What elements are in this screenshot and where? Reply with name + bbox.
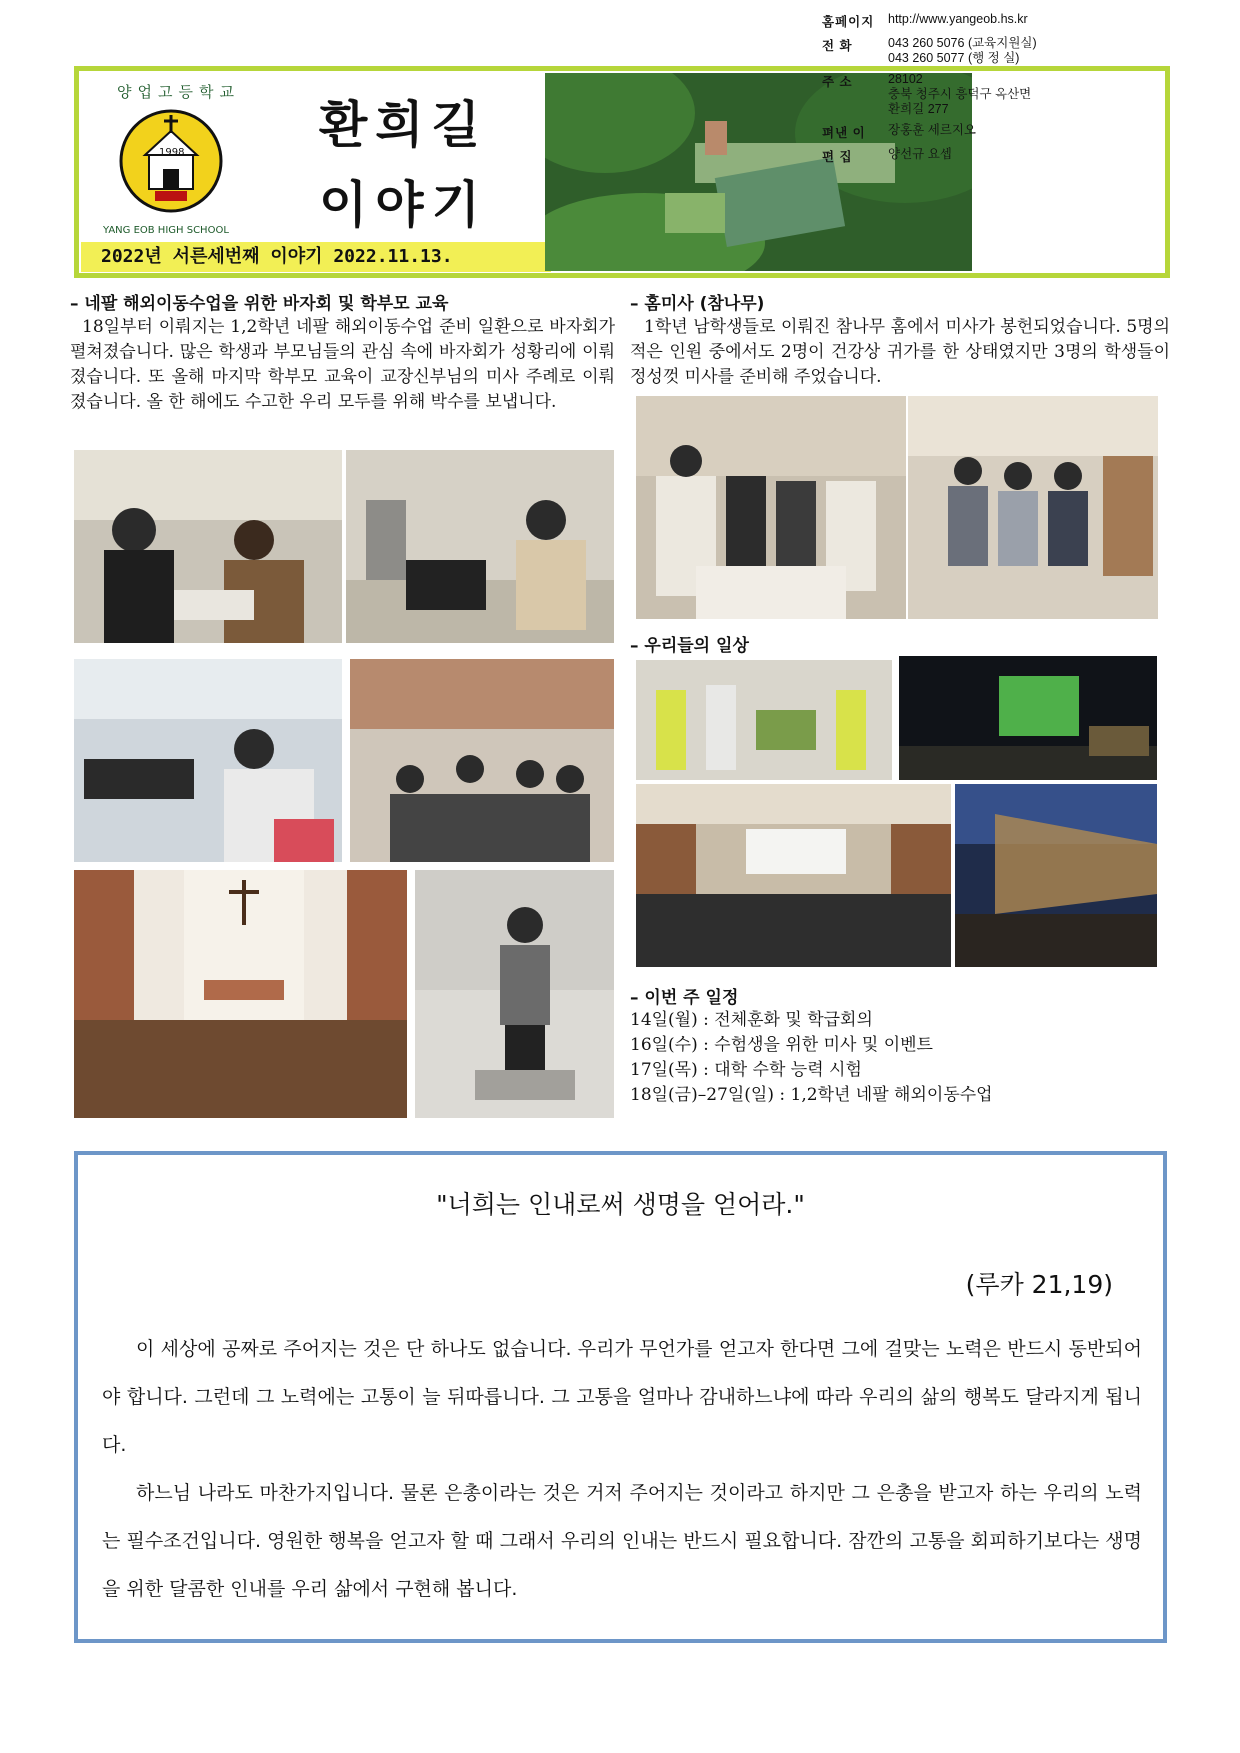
info-row <box>822 36 1082 66</box>
photo-bazaar-gym <box>346 450 614 643</box>
publisher-info <box>822 12 1082 171</box>
info-key: 편 집 <box>822 150 853 164</box>
photo-parent-education <box>350 659 614 862</box>
info-row <box>822 72 1082 117</box>
info-value: http://www.yangeob.hs.kr <box>888 12 1028 26</box>
photo-bazaar-fun <box>74 659 342 862</box>
photo-home-mass-students <box>908 396 1158 619</box>
home-mass-section-title: – 홈미사 (참나무) <box>630 294 765 314</box>
photo-daily-night-house <box>899 656 1157 780</box>
info-value: 장홍훈 세르지오 <box>888 123 976 137</box>
schedule-item: 16일(수) : 수험생을 위한 미사 및 이벤트 <box>630 1035 933 1055</box>
newsletter-title-line1: 환희길 <box>319 96 488 154</box>
info-value: 양선규 요셉 <box>888 147 952 161</box>
info-row <box>822 123 1082 141</box>
photo-chapel-mass <box>74 870 407 1118</box>
photo-bazaar-students <box>74 450 342 643</box>
info-value: 28102 충북 청주시 흥덕구 옥산면 환희길 277 <box>888 72 1032 116</box>
home-mass-section-body: 1학년 남학생들로 이뤄진 참나무 홈에서 미사가 봉헌되었습니다. 5명의 적은 인원 중에서도 2명이 건강상 귀가를 한 상태였지만 3명의 학생들이 정성껏 미사를 준비해 주었습니다. <box>630 317 1170 387</box>
reflection-paragraph-1: 이 세상에 공짜로 주어지는 것은 단 하나도 없습니다. 우리가 무언가를 얻고자 한다면 그에 걸맞는 노력은 반드시 동반되어야 합니다. 그런데 그 노력에는 고통이 늘 뒤따릅니다. 그 고통을 얼마나 감내하느냐에 따라 우리의 삶의 행복도 달라지게 됩니다. <box>102 1338 1142 1456</box>
logo-year: 1998 <box>159 147 185 158</box>
photo-daily-night-fence <box>955 784 1157 967</box>
photo-home-mass-priest <box>636 396 906 619</box>
info-row <box>822 12 1082 30</box>
schedule-item: 18일(금)–27일(일) : 1,2학년 네팔 해외이동수업 <box>630 1085 993 1105</box>
daily-life-section-title: – 우리들의 일상 <box>630 636 749 656</box>
info-row <box>822 147 1082 165</box>
school-logo <box>89 79 254 244</box>
photo-daily-science <box>636 660 892 780</box>
photo-daily-auditorium <box>636 784 951 967</box>
newsletter-title-line2: 이야기 <box>319 176 488 234</box>
logo-text-english: YANG EOB HIGH SCHOOL <box>103 225 229 236</box>
photo-inbody-scale <box>415 870 614 1118</box>
bazaar-section-title: – 네팔 해외이동수업을 위한 바자회 및 학부모 교육 <box>70 294 449 314</box>
bible-reference: (루카 21,19) <box>965 1270 1113 1299</box>
reflection-paragraph-2: 하느님 나라도 마찬가지입니다. 물론 은총이라는 것은 거저 주어지는 것이라고 하지만 그 은총을 받고자 하는 우리의 노력는 필수조건입니다. 영원한 행복을 얻고자 할 때 그래서 우리의 인내는 반드시 필요합니다. 잠깐의 고통을 회피하기보다는 생명을 위한 달콤한 인내를 우리 삶에서 구현해 봅니다. <box>102 1482 1142 1600</box>
issue-date-bar: 2022년 서른세번째 이야기 2022.11.13. <box>81 242 551 272</box>
info-key: 전 화 <box>822 39 853 53</box>
logo-text-korean: 양업고등학교 <box>117 83 240 101</box>
info-key: 펴낸 이 <box>822 126 866 140</box>
weekly-schedule-list <box>630 1008 1170 1108</box>
info-value: 043 260 5076 (교육지원실) 043 260 5077 (행 정 실) <box>888 36 1037 65</box>
schedule-item: 14일(월) : 전체훈화 및 학급회의 <box>630 1010 873 1030</box>
bazaar-section-body: 18일부터 이뤄지는 1,2학년 네팔 해외이동수업 준비 일환으로 바자회가 펼쳐졌습니다. 많은 학생과 부모님들의 관심 속에 바자회가 성황리에 이뤄졌습니다. 또 올해 마지막 학부모 교육이 교장신부님의 미사 주례로 이뤄졌습니다. 올 한 해에도 수고한 우리 모두를 위해 박수를 보냅니다. <box>70 317 615 412</box>
schedule-item: 17일(목) : 대학 수학 능력 시험 <box>630 1060 862 1080</box>
reflection-box <box>74 1151 1167 1643</box>
bible-quote: "너희는 인내로써 생명을 얻어라." <box>436 1190 805 1219</box>
info-key: 주 소 <box>822 75 853 89</box>
info-key: 홈페이지 <box>822 15 875 29</box>
weekly-schedule-title: – 이번 주 일정 <box>630 988 739 1008</box>
